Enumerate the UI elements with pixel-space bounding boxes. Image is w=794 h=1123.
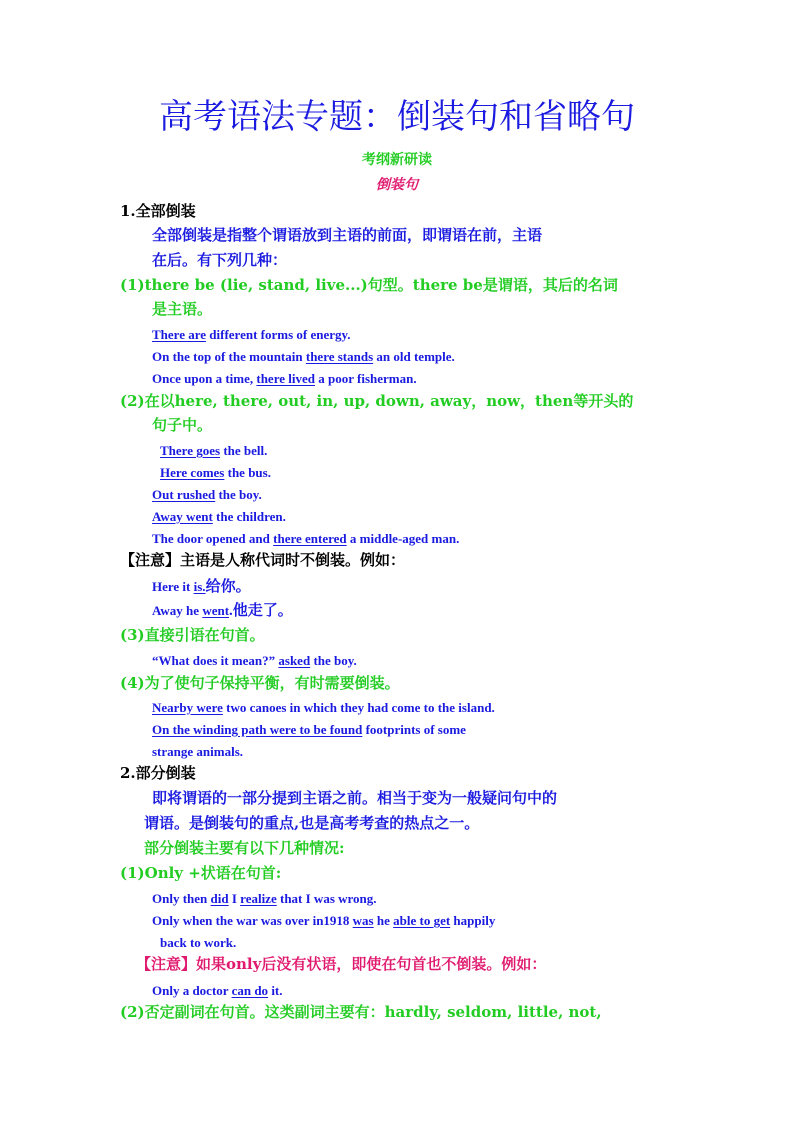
s2-example-2 (152, 914, 495, 927)
example-8-start: The door opened and (152, 531, 274, 546)
s2-point-2: (2)否定副词在句首。这类副词主要有：hardly, seldom, little, not, (120, 1003, 602, 1021)
s2-example-3-start: Only a doctor (152, 983, 232, 998)
s2-example-2-aux: was (352, 913, 374, 928)
section-2-intro-line3: 部分倒装主要有以下几种情况: (144, 839, 345, 857)
subtitle-inversion: 倒装句 (376, 177, 418, 193)
s2-point-1: (1)Only +状语在句首: (120, 864, 282, 882)
example-1-inverted: There are (152, 327, 207, 342)
section-1-intro-line2: 在后。有下列几种： (152, 251, 288, 269)
s2-example-1-aux: did (210, 891, 229, 906)
s2-example-1-subject: I (228, 891, 241, 906)
example-9 (152, 580, 251, 595)
example-2-start: On the top of the mountain (152, 349, 306, 364)
s2-example-1-rest: that I was wrong. (276, 891, 377, 906)
example-10-start: Away he (152, 603, 203, 618)
example-8-rest: a middle-aged man. (346, 531, 460, 546)
example-4-inverted: There goes (160, 443, 221, 458)
example-1-rest: different forms of energy. (206, 327, 351, 342)
example-6 (152, 488, 262, 501)
s2-example-1 (152, 892, 377, 905)
example-7-inverted: Away went (152, 509, 213, 524)
example-10-inverted: went (202, 603, 230, 618)
example-5-inverted: Here comes (160, 465, 225, 480)
section-1-heading (120, 204, 196, 219)
section-2-intro-line2: 谓语。是倒装句的重点,也是高考考查的热点之一。 (144, 814, 480, 832)
example-2 (152, 350, 455, 363)
example-3 (152, 372, 417, 385)
example-10 (152, 604, 293, 619)
example-13-inverted: On the winding path were to be found (152, 722, 363, 737)
point-3: (3)直接引语在句首。 (120, 626, 265, 644)
note-1-text: 【注意】主语是人称代词时不倒装。例如： (120, 551, 406, 569)
section-1-title: 全部倒装 (135, 202, 196, 220)
section-2-title: 部分倒装 (135, 764, 196, 782)
example-13-cont: strange animals. (152, 744, 243, 759)
example-8 (152, 532, 459, 545)
example-5 (160, 466, 271, 479)
example-11-inverted: asked (278, 653, 311, 668)
section-2-intro-line1: 即将谓语的一部分提到主语之前。相当于变为一般疑问句中的 (152, 789, 558, 807)
example-3-inverted: there lived (256, 371, 315, 386)
example-9-start: Here it (152, 579, 194, 594)
s2-example-3-rest: it. (268, 983, 283, 998)
point-4: (4)为了使句子保持平衡，有时需要倒装。 (120, 674, 400, 692)
page-title: 高考语法专题：倒装句和省略句 (159, 97, 635, 137)
s2-example-1-start: Only then (152, 891, 211, 906)
subtitle-syllabus: 考纲新研读 (362, 152, 432, 168)
example-11-start: “What does it mean?” (152, 653, 279, 668)
example-6-rest: the boy. (215, 487, 262, 502)
example-12-rest: two canoes in which they had come to the island. (222, 700, 495, 715)
example-1 (152, 328, 351, 341)
example-12 (152, 701, 495, 714)
example-13 (152, 723, 466, 736)
example-4-rest: the bell. (220, 443, 268, 458)
example-5-rest: the bus. (224, 465, 271, 480)
example-12-inverted: Nearby were (152, 700, 223, 715)
example-11 (152, 654, 357, 667)
example-13-rest: footprints of some (362, 722, 466, 737)
example-11-rest: the boy. (310, 653, 357, 668)
example-3-start: Once upon a time, (152, 371, 257, 386)
point-2-line1: (2)在以here, there, out, in, up, down, away，now，then等开头的 (120, 392, 634, 410)
example-7 (152, 510, 286, 523)
example-7-rest: the children. (212, 509, 286, 524)
s2-example-2-verb: able to get (393, 913, 451, 928)
s2-example-2-start: Only when the war was over in1918 (152, 913, 353, 928)
s2-example-2-cont: back to work. (160, 935, 237, 950)
s2-example-1-verb: realize (240, 891, 277, 906)
example-4 (160, 444, 267, 457)
note-2: 【注意】如果only后没有状语，即使在句首也不倒装。例如： (136, 955, 547, 973)
example-10-translation: .他走了。 (229, 603, 293, 619)
section-1-number: 1. (120, 202, 136, 220)
s2-example-3 (152, 984, 283, 997)
point-1-line2: 是主语。 (152, 300, 213, 318)
s2-example-3-verb: can do (231, 983, 269, 998)
example-3-rest: a poor fisherman. (314, 371, 417, 386)
section-2-number: 2. (120, 764, 136, 782)
example-2-rest: an old temple. (373, 349, 455, 364)
example-9-inverted: is. (193, 579, 206, 594)
s2-example-2-rest: happily (450, 913, 496, 928)
note-1 (120, 553, 405, 568)
s2-example-2-subject: he (373, 913, 394, 928)
section-2-heading (120, 766, 196, 781)
point-2-line2: 句子中。 (152, 416, 213, 434)
example-6-inverted: Out rushed (152, 487, 216, 502)
example-9-translation: 给你。 (205, 579, 251, 595)
point-1-line1: (1)there be (lie, stand, live...)句型。there be是谓语，其后的名词 (120, 276, 618, 294)
example-2-inverted: there stands (305, 349, 374, 364)
section-1-intro-line1: 全部倒装是指整个谓语放到主语的前面，即谓语在前，主语 (152, 226, 543, 244)
example-8-inverted: there entered (273, 531, 347, 546)
